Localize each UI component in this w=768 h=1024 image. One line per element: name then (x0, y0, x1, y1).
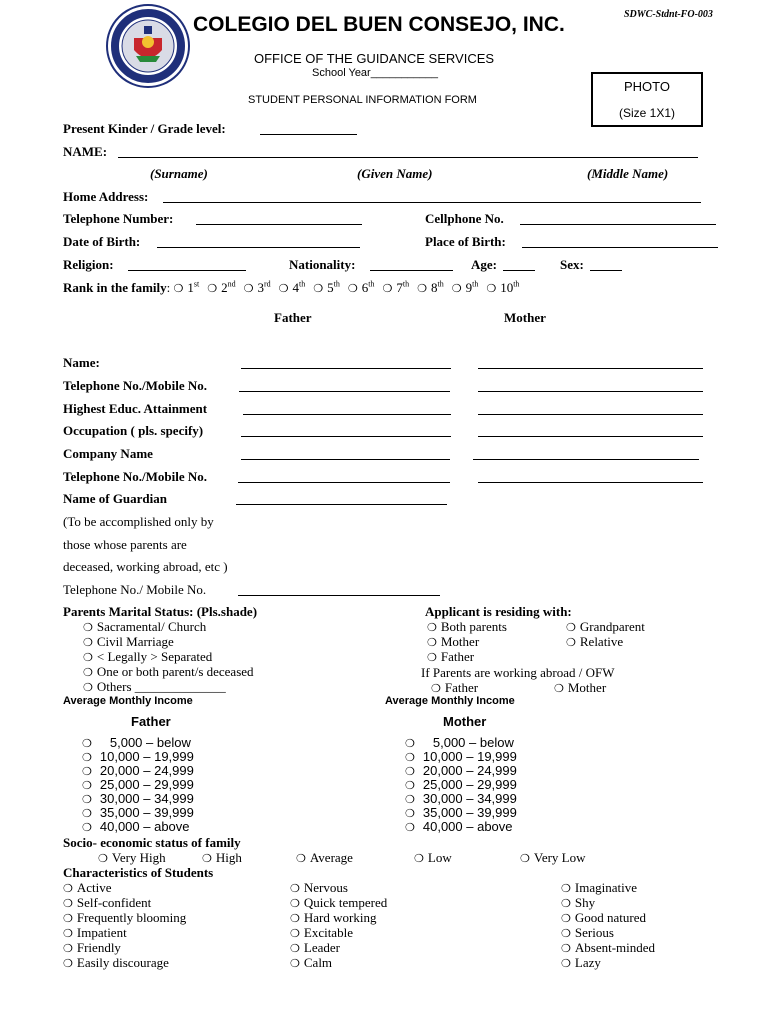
rank-option-9[interactable] (452, 280, 479, 295)
income-option-label: 40,000 – above (422, 819, 513, 834)
sex-label: Sex: (560, 257, 584, 272)
address-field[interactable] (163, 202, 701, 203)
radio-circle-icon[interactable]: ❍ (83, 681, 93, 694)
radio-circle-icon[interactable]: ❍ (63, 882, 73, 895)
ofw-option-father[interactable] (431, 680, 478, 696)
radio-circle-icon[interactable]: ❍ (313, 282, 324, 295)
marital-option-label: Sacramental/ Church (96, 619, 207, 634)
radio-circle-icon[interactable]: ❍ (405, 779, 415, 792)
residing-option-label: Relative (579, 634, 624, 649)
income-option-label: 5,000 – below (109, 735, 191, 750)
ofw-option-mother[interactable] (554, 680, 606, 696)
radio-circle-icon[interactable]: ❍ (414, 852, 424, 865)
characteristic-option[interactable] (63, 925, 127, 941)
rank-suffix: th (472, 279, 479, 289)
radio-circle-icon[interactable]: ❍ (405, 793, 415, 806)
dob-field[interactable] (157, 247, 360, 248)
income-option-label: 35,000 – 39,999 (99, 805, 194, 820)
rank-options (174, 280, 528, 295)
rank-option-8[interactable] (417, 280, 444, 295)
guardian-note-2: those whose parents are (63, 537, 187, 552)
rank-number: 10 (500, 280, 514, 295)
radio-circle-icon[interactable]: ❍ (63, 942, 73, 955)
rank-suffix: th (513, 279, 520, 289)
photo-box (591, 72, 703, 127)
income-father-option[interactable] (82, 735, 191, 750)
characteristic-option-label: Frequently blooming (76, 910, 187, 925)
radio-circle-icon[interactable]: ❍ (82, 737, 92, 750)
income-mother-heading: Mother (443, 714, 487, 729)
rank-suffix: st (193, 279, 200, 289)
ofw-option-father-label: Father (444, 680, 479, 695)
rank-number: 5 (327, 280, 334, 295)
radio-circle-icon[interactable]: ❍ (486, 282, 497, 295)
radio-circle-icon[interactable]: ❍ (63, 957, 73, 970)
characteristic-option-label: Friendly (76, 940, 121, 955)
marital-option-label: Civil Marriage (96, 634, 174, 649)
income-option-label: 40,000 – above (99, 819, 190, 834)
address-label: Home Address: (63, 189, 149, 204)
characteristic-option[interactable] (290, 955, 332, 971)
father-field[interactable] (241, 368, 451, 369)
radio-circle-icon[interactable]: ❍ (561, 912, 571, 925)
marital-option-label: < Legally > Separated (96, 649, 213, 664)
radio-circle-icon[interactable]: ❍ (98, 852, 108, 865)
nationality-label: Nationality: (289, 257, 356, 272)
characteristic-option-label: Good natured (574, 910, 646, 925)
marital-option[interactable] (83, 664, 254, 680)
radio-circle-icon[interactable]: ❍ (561, 882, 571, 895)
mother-field[interactable] (478, 436, 703, 437)
income-mother-option[interactable] (405, 805, 517, 820)
radio-circle-icon[interactable]: ❍ (566, 621, 576, 634)
income-mother-option[interactable] (405, 735, 514, 750)
characteristic-option[interactable] (63, 895, 151, 911)
parent-row-label: Telephone No./Mobile No. (63, 378, 207, 393)
cellphone-field[interactable] (520, 224, 716, 225)
rank-number: 4 (292, 280, 300, 295)
father-field[interactable] (241, 459, 450, 460)
residing-option-label: Both parents (440, 619, 507, 634)
office-title: OFFICE OF THE GUIDANCE SERVICES (254, 51, 495, 66)
radio-circle-icon[interactable]: ❍ (405, 821, 415, 834)
characteristic-option[interactable] (561, 880, 637, 896)
radio-circle-icon[interactable]: ❍ (83, 636, 93, 649)
residing-title: Applicant is residing with: (425, 604, 572, 619)
father-field[interactable] (239, 391, 450, 392)
marital-option[interactable] (83, 679, 226, 695)
mother-heading: Mother (504, 310, 546, 325)
radio-circle-icon[interactable]: ❍ (561, 897, 571, 910)
age-label: Age: (471, 257, 498, 272)
mother-field[interactable] (473, 459, 699, 460)
residing-option-label: Father (440, 649, 475, 664)
income-mother-option[interactable] (405, 763, 517, 778)
school-year: School Year___________ (312, 67, 439, 79)
characteristic-option[interactable] (290, 880, 348, 896)
income-option-label: 25,000 – 29,999 (422, 777, 517, 792)
rank-number: 9 (465, 280, 473, 295)
radio-circle-icon[interactable]: ❍ (561, 957, 571, 970)
guardian-note-1: (To be accomplished only by (63, 514, 214, 529)
characteristic-option-label: Nervous (303, 880, 348, 895)
marital-option-label: One or both parent/s deceased (96, 664, 254, 679)
income-option-label: 10,000 – 19,999 (422, 749, 517, 764)
nationality-field[interactable] (370, 270, 453, 271)
radio-circle-icon[interactable]: ❍ (427, 636, 437, 649)
residing-option-label: Grandparent (579, 619, 645, 634)
pob-label: Place of Birth: (425, 234, 506, 249)
mother-field[interactable] (478, 368, 703, 369)
characteristics-title: Characteristics of Students (63, 865, 214, 880)
socio-option-label: Low (427, 850, 452, 865)
rank-number: 2 (221, 280, 228, 295)
socio-option-label: High (215, 850, 242, 865)
marital-option[interactable] (83, 619, 206, 635)
guardian-field[interactable] (236, 504, 447, 505)
ofw-option-mother-label: Mother (567, 680, 607, 695)
characteristic-option-label: Leader (303, 940, 340, 955)
radio-circle-icon[interactable]: ❍ (417, 282, 427, 295)
dob-label: Date of Birth: (63, 234, 141, 249)
photo-size: (Size 1X1) (618, 106, 676, 120)
rank-label: Rank in the family (63, 280, 167, 295)
radio-circle-icon[interactable]: ❍ (83, 651, 93, 664)
characteristic-option-label: Calm (303, 955, 333, 970)
radio-circle-icon[interactable]: ❍ (290, 897, 300, 910)
characteristic-option-label: Lazy (574, 955, 601, 970)
characteristic-option[interactable] (290, 910, 376, 926)
socio-option-label: Very Low (533, 850, 586, 865)
form-title: STUDENT PERSONAL INFORMATION FORM (248, 94, 477, 106)
income-father-option[interactable] (82, 805, 194, 820)
residing-option[interactable] (427, 634, 479, 650)
characteristic-option-label: Impatient (76, 925, 127, 940)
characteristic-option-label: Serious (574, 925, 614, 940)
radio-circle-icon[interactable]: ❍ (451, 282, 462, 295)
income-mother-option[interactable] (405, 749, 517, 764)
parent-row-label: Occupation ( pls. specify) (63, 423, 204, 438)
rank-suffix: rd (264, 279, 271, 289)
income-option-label: 25,000 – 29,999 (99, 777, 194, 792)
radio-circle-icon[interactable]: ❍ (83, 666, 93, 679)
characteristic-option[interactable] (63, 880, 112, 896)
radio-circle-icon[interactable]: ❍ (382, 282, 393, 295)
father-field[interactable] (238, 482, 450, 483)
radio-circle-icon[interactable]: ❍ (173, 282, 184, 295)
rank-option-1[interactable] (174, 280, 200, 295)
rank-suffix: th (299, 279, 306, 289)
radio-circle-icon[interactable]: ❍ (83, 621, 93, 634)
radio-circle-icon[interactable]: ❍ (82, 751, 92, 764)
rank-option-3[interactable] (244, 280, 271, 295)
radio-circle-icon[interactable]: ❍ (202, 852, 212, 865)
father-heading: Father (274, 310, 312, 325)
radio-circle-icon[interactable]: ❍ (296, 852, 306, 865)
income-option-label: 30,000 – 34,999 (422, 791, 517, 806)
radio-circle-icon[interactable]: ❍ (566, 636, 576, 649)
characteristic-option-label: Absent-minded (574, 940, 656, 955)
characteristic-option[interactable] (561, 895, 595, 911)
residing-option[interactable] (427, 649, 474, 665)
radio-circle-icon[interactable]: ❍ (561, 942, 571, 955)
rank-option-10[interactable] (486, 280, 519, 295)
income-father-option[interactable] (82, 791, 194, 806)
radio-circle-icon[interactable]: ❍ (82, 807, 92, 820)
marital-option[interactable] (83, 634, 174, 650)
rank-suffix: th (437, 279, 444, 289)
socio-option[interactable] (520, 850, 586, 866)
guardian-note-3: deceased, working abroad, etc ) (63, 559, 228, 574)
middle-name-caption: (Middle Name) (587, 166, 669, 181)
characteristic-option[interactable] (63, 910, 186, 926)
radio-circle-icon[interactable]: ❍ (82, 779, 92, 792)
rank-row: Rank in the family: ❍ 1st ❍ 2nd ❍ 3rd ❍ 4th ❍ 5th ❍ 6th ❍ 7th ❍ 8th ❍ 9th ❍ 10th (63, 280, 527, 296)
parent-row-label: Name: (63, 355, 100, 370)
guardian-telephone-label: Telephone No./ Mobile No. (63, 582, 207, 597)
income-father-option[interactable] (82, 749, 194, 764)
characteristic-option-label: Quick tempered (303, 895, 388, 910)
socio-option-label: Average (309, 850, 353, 865)
school-name: COLEGIO DEL BUEN CONSEJO, INC. (193, 13, 565, 36)
form-code: SDWC-Stdnt-FO-003 (624, 9, 713, 20)
income-mother-option[interactable] (405, 777, 517, 792)
name-label: NAME: (63, 144, 108, 159)
marital-option-label: Others ______________ (96, 679, 226, 694)
characteristic-option-label: Imaginative (574, 880, 637, 895)
mother-field[interactable] (478, 414, 703, 415)
residing-option[interactable] (566, 634, 623, 650)
income-title-father: Average Monthly Income (63, 695, 193, 707)
income-father-option[interactable] (82, 819, 190, 834)
socio-option[interactable] (98, 850, 166, 866)
characteristic-option[interactable] (561, 925, 614, 941)
rank-suffix: th (402, 279, 410, 289)
income-father-option[interactable] (82, 777, 194, 792)
radio-circle-icon[interactable]: ❍ (405, 737, 415, 750)
radio-circle-icon[interactable]: ❍ (405, 807, 415, 820)
income-mother-option[interactable] (405, 791, 517, 806)
radio-circle-icon[interactable]: ❍ (405, 765, 415, 778)
characteristic-option[interactable] (290, 925, 353, 941)
characteristic-option-label: Hard working (303, 910, 377, 925)
telephone-label: Telephone Number: (63, 211, 174, 226)
socio-option-label: Very High (111, 850, 166, 865)
socio-title: Socio- economic status of family (63, 835, 241, 850)
radio-circle-icon[interactable]: ❍ (278, 282, 289, 295)
guardian-label: Name of Guardian (63, 491, 167, 506)
income-father-option[interactable] (82, 763, 194, 778)
residing-option[interactable] (566, 619, 645, 635)
marital-title: Parents Marital Status: (Pls.shade) (63, 604, 258, 619)
radio-circle-icon[interactable]: ❍ (207, 282, 218, 295)
characteristic-option-label: Active (76, 880, 112, 895)
income-option-label: 30,000 – 34,999 (99, 791, 194, 806)
radio-circle-icon[interactable]: ❍ (290, 912, 300, 925)
radio-circle-icon[interactable]: ❍ (63, 927, 73, 940)
photo-title: PHOTO (624, 79, 670, 94)
income-option-label: 20,000 – 24,999 (99, 763, 194, 778)
surname-caption: (Surname) (150, 166, 208, 181)
radio-circle-icon[interactable]: ❍ (427, 621, 437, 634)
cellphone-label: Cellphone No. (425, 211, 504, 226)
grade-field[interactable] (260, 134, 357, 135)
rank-option-2[interactable] (207, 280, 235, 295)
characteristic-option[interactable] (561, 910, 646, 926)
mother-field[interactable] (478, 482, 703, 483)
characteristic-option[interactable] (63, 955, 169, 971)
radio-circle-icon[interactable]: ❍ (427, 651, 437, 664)
father-field[interactable] (241, 436, 451, 437)
radio-circle-icon[interactable]: ❍ (347, 282, 358, 295)
telephone-field[interactable] (196, 224, 362, 225)
sex-field[interactable] (590, 270, 622, 271)
socio-option[interactable] (414, 850, 452, 866)
characteristic-option[interactable] (561, 955, 601, 971)
rank-option-4[interactable] (279, 280, 306, 295)
characteristic-option[interactable] (290, 940, 340, 956)
characteristic-option[interactable] (63, 940, 121, 956)
guardian-telephone-field[interactable] (238, 595, 440, 596)
father-field[interactable] (243, 414, 451, 415)
income-father-heading: Father (131, 714, 171, 729)
rank-suffix: th (333, 279, 340, 289)
radio-circle-icon[interactable]: ❍ (290, 927, 300, 940)
parent-row-label: Company Name (63, 446, 153, 461)
rank-suffix: th (368, 279, 375, 289)
radio-circle-icon[interactable]: ❍ (63, 912, 73, 925)
residing-option-label: Mother (440, 634, 480, 649)
radio-circle-icon[interactable]: ❍ (82, 793, 92, 806)
radio-circle-icon[interactable]: ❍ (561, 927, 571, 940)
radio-circle-icon[interactable]: ❍ (290, 942, 300, 955)
radio-circle-icon[interactable]: ❍ (290, 957, 300, 970)
characteristic-option[interactable] (290, 895, 387, 911)
religion-label: Religion: (63, 257, 114, 272)
characteristic-option-label: Excitable (303, 925, 353, 940)
socio-option[interactable] (202, 850, 242, 866)
income-option-label: 20,000 – 24,999 (422, 763, 517, 778)
income-option-label: 5,000 – below (432, 735, 514, 750)
radio-circle-icon[interactable]: ❍ (554, 682, 564, 695)
radio-circle-icon[interactable]: ❍ (63, 897, 73, 910)
residing-option[interactable] (427, 619, 507, 635)
income-option-label: 35,000 – 39,999 (422, 805, 517, 820)
pob-field[interactable] (522, 247, 718, 248)
radio-circle-icon[interactable]: ❍ (82, 765, 92, 778)
parent-row-label: Highest Educ. Attainment (63, 401, 208, 416)
radio-circle-icon[interactable]: ❍ (431, 682, 441, 695)
income-option-label: 10,000 – 19,999 (99, 749, 194, 764)
marital-option[interactable] (83, 649, 212, 665)
grade-label: Present Kinder / Grade level: (63, 121, 226, 136)
rank-number: 7 (396, 280, 403, 295)
characteristic-option-label: Shy (574, 895, 596, 910)
rank-option-6[interactable] (348, 280, 375, 295)
name-field[interactable] (118, 157, 698, 158)
religion-field[interactable] (128, 270, 246, 271)
age-field[interactable] (503, 270, 535, 271)
given-name-caption: (Given Name) (357, 166, 433, 181)
socio-option[interactable] (296, 850, 353, 866)
radio-circle-icon[interactable]: ❍ (405, 751, 415, 764)
radio-circle-icon[interactable]: ❍ (290, 882, 300, 895)
income-title-mother: Average Monthly Income (385, 695, 515, 707)
rank-option-5[interactable] (313, 280, 340, 295)
parent-row-label: Telephone No./Mobile No. (63, 469, 207, 484)
mother-field[interactable] (478, 391, 703, 392)
rank-suffix: nd (227, 279, 236, 289)
ofw-label: If Parents are working abroad / OFW (421, 665, 615, 680)
characteristic-option[interactable] (561, 940, 655, 956)
radio-circle-icon[interactable]: ❍ (243, 282, 254, 295)
rank-number: 8 (430, 280, 438, 295)
rank-number: 3 (257, 280, 264, 295)
rank-number: 1 (187, 280, 194, 295)
radio-circle-icon[interactable]: ❍ (520, 852, 530, 865)
radio-circle-icon[interactable]: ❍ (82, 821, 92, 834)
rank-number: 6 (361, 280, 369, 295)
characteristic-option-label: Easily discourage (76, 955, 169, 970)
school-seal-logo (106, 4, 190, 88)
income-mother-option[interactable] (405, 819, 513, 834)
characteristic-option-label: Self-confident (76, 895, 152, 910)
rank-option-7[interactable] (383, 280, 410, 295)
